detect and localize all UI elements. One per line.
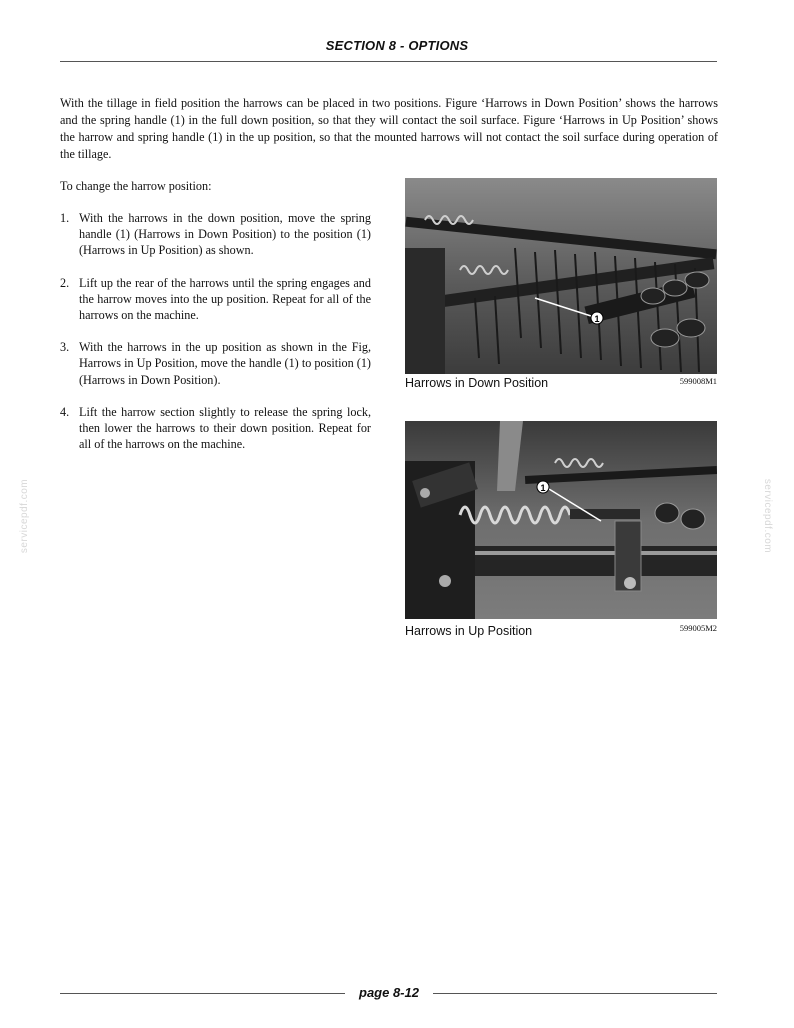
page-number: page 8-12 bbox=[359, 985, 419, 1000]
harrows-up-photo bbox=[405, 421, 717, 619]
footer-divider-left bbox=[60, 993, 345, 994]
watermark-right: servicepdf.com bbox=[762, 478, 773, 554]
watermark-left: servicepdf.com bbox=[19, 478, 30, 554]
step-text: Lift the harrow section slightly to release the spring lock, then lower the harrows to their down position. Repeat for all of the harrows on the machine. bbox=[79, 404, 371, 452]
step-item bbox=[60, 339, 371, 388]
figure-caption: Harrows in Up Position bbox=[405, 624, 533, 638]
step-item bbox=[60, 210, 371, 259]
step-number: 1. bbox=[60, 211, 70, 225]
step-number: 4. bbox=[60, 404, 70, 419]
step-item bbox=[60, 404, 371, 453]
step-text: With the harrows in the down position, move the spring handle (1) (Harrows in Down Position) to the position (1) (Harrows in Up Position) as shown. bbox=[79, 211, 371, 258]
intro-paragraph: With the tillage in field position the harrows can be placed in two positions. Figure ‘Harrows in Down Position’ shows the harrows and the spring handle (1) in the full down position, so that they will contact the soil surface. Figure ‘Harrows in Up Position’ shows the harrow and spring handle (1) in the up position, so that the mounted harrows will not contact the soil surface during operation of the tillage. bbox=[60, 96, 718, 161]
figure-id: 599008M1 bbox=[679, 376, 717, 386]
step-text: Lift up the rear of the harrows until the spring engages and the harrow moves into the up position. Repeat for all of the harrows on the machine. bbox=[79, 275, 371, 323]
procedure-steps bbox=[60, 210, 371, 468]
callout-label: 1 bbox=[540, 483, 546, 493]
step-text: With the harrows in the up position as shown in the Fig, Harrows in Up Position, move the handle (1) to position (1) (Harrows in Down Position). bbox=[79, 340, 371, 387]
step-number: 3. bbox=[60, 340, 70, 355]
harrows-down-photo bbox=[405, 178, 717, 374]
callout-label: 1 bbox=[594, 314, 600, 324]
figure-id: 599005M2 bbox=[679, 623, 717, 633]
footer-divider-right bbox=[433, 993, 717, 994]
header-divider bbox=[60, 61, 717, 62]
figure-caption: Harrows in Down Position bbox=[405, 376, 549, 390]
step-item bbox=[60, 275, 371, 324]
section-title: SECTION 8 - OPTIONS bbox=[325, 38, 469, 53]
step-number: 2. bbox=[60, 275, 70, 290]
procedure-heading: To change the harrow position: bbox=[60, 179, 212, 193]
